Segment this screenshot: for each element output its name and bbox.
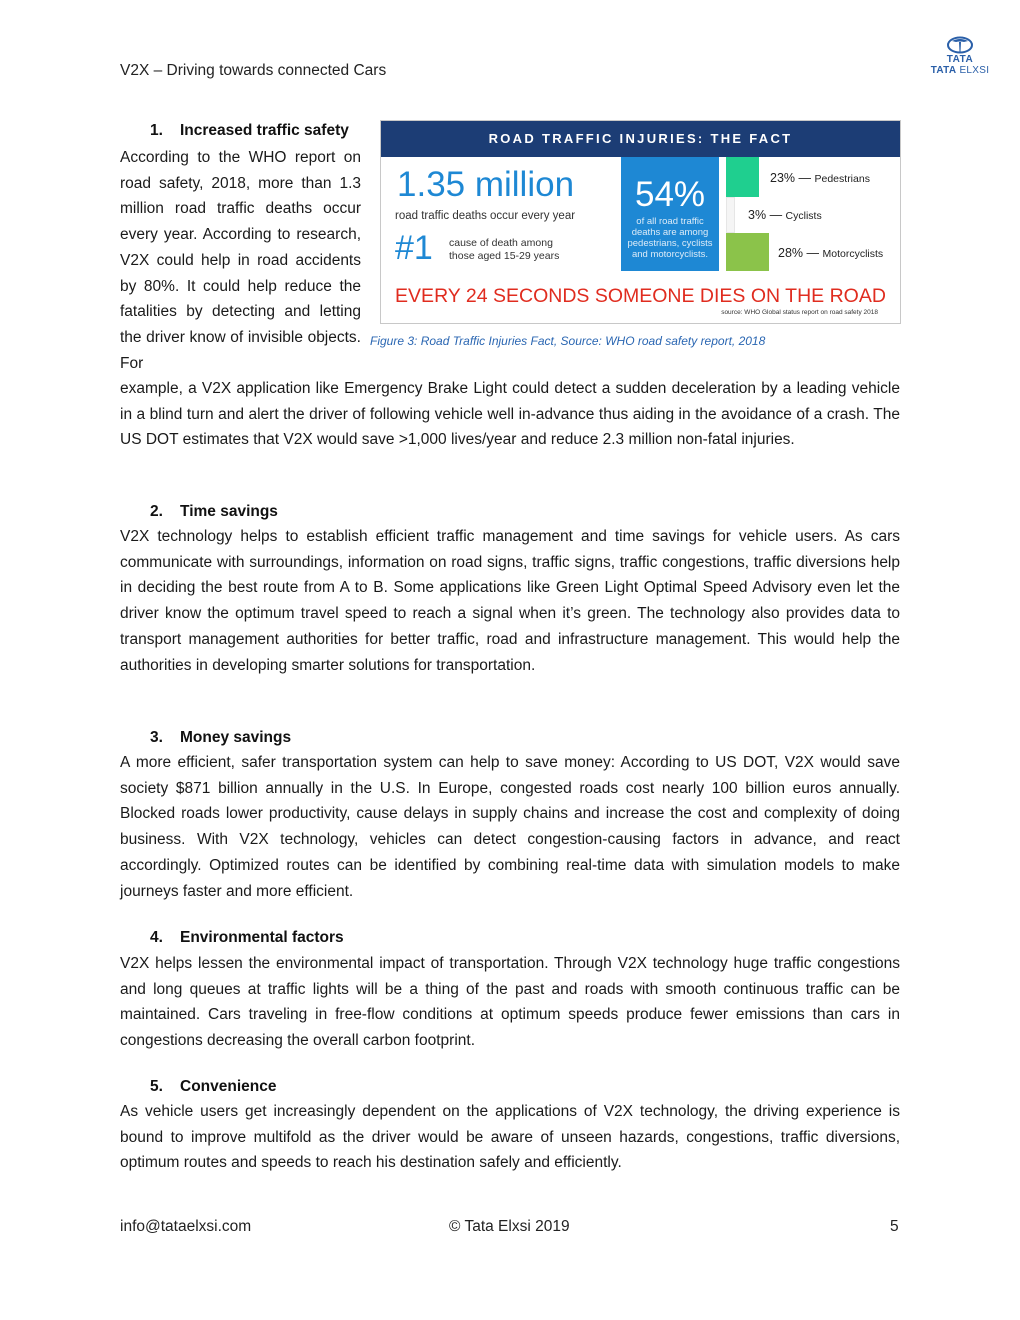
legend-pedestrians: 23% — Pedestrians: [770, 171, 870, 185]
footer-copyright: © Tata Elxsi 2019: [449, 1218, 570, 1235]
section-2-heading: 2. Time savings: [150, 503, 278, 520]
road-traffic-injuries-infographic: [380, 120, 901, 324]
section-3-body: A more efficient, safer transportation system can help to save money: According to US DOT, V2X would save society $871 billion annually in the U.S. In Europe, congested roads cost nearly 100 billion euros annually. Blocked roads lower productivity, cause delays in supply chains and increase the cost and complexity of doing business. With V2X technology, vehicles can detect congestion-causing factors in advance, and react accordingly. Optimized routes can be identified by combining real-time data with simulation models to make journeys faster and more efficient.: [120, 754, 900, 900]
section-4-heading: 4. Environmental factors: [150, 929, 344, 946]
section-3-heading: 3. Money savings: [150, 729, 292, 746]
percent-number: 54%: [635, 175, 706, 214]
tata-logo-icon: [947, 36, 973, 54]
section-2-body: V2X technology helps to establish efficient traffic management and time savings for vehicle users. As cars communicate with surroundings, information on road signs, traffic signs, traffic congestions, traffic diversions help in deciding the best route from A to B. Some applications like Green Light Optimal Speed Advisory even let the driver know the optimum travel speed to reach a signal when it’s green. The technology also provides data to transport management authorities for better traffic, road and infrastructure management. This would help the authorities in developing smarter solutions for transportation.: [120, 528, 900, 674]
section-5-body: As vehicle users get increasingly dependent on the applications of V2X technology, the driving experience is bound to improve multifold as the driver would be aware of unseen hazards, congestions, traffic diversions, optimum routes and speeds to reach his destination safely and efficiently.: [120, 1103, 900, 1172]
pedestrians-bar: [726, 157, 759, 197]
document-header-title: V2X – Driving towards connected Cars: [120, 62, 387, 79]
section-1-body-continued: example, a V2X application like Emergency Brake Light could detect a sudden deceleration by a leading vehicle in a blind turn and alert the driver of following vehicle well in-advance thus aiding in the avoidance of a crash. The US DOT estimates that V2X would save >1,000 lives/year and reduce 2.3 million non-fatal injuries.: [120, 380, 900, 449]
deaths-per-year-number: 1.35 million: [397, 165, 575, 204]
section-4-body: V2X helps lessen the environmental impact of transportation. Through V2X technology huge traffic congestions and long queues at traffic lights will be a thing of the past and roads with smooth continuous traffic can be maintained. Cars traveling in free-flow conditions at optimum speeds produce fewer emissions than cars in congestions decreasing the overall carbon footprint.: [120, 955, 900, 1050]
percent-label: of all road traffic deaths are among pedestrians, cyclists and motorcyclists.: [627, 216, 713, 260]
section-5-heading: 5. Convenience: [150, 1078, 277, 1095]
logo-wordmark-tata-elxsi: TATA ELXSI: [930, 65, 990, 76]
footer-page-number: 5: [890, 1218, 899, 1235]
figure-caption: Figure 3: Road Traffic Injuries Fact, Source: WHO road safety report, 2018: [370, 334, 766, 348]
section-1-body-wrapped: According to the WHO report on road safety, 2018, more than 1.3 million road traffic deaths occur every year. According to research, V2X could help in road accidents by 80%. It could help reduce the fatalities by detecting and letting the driver know of invisible objects. For: [120, 149, 361, 372]
rank-label: cause of death among those aged 15-29 years: [449, 237, 560, 262]
infographic-tagline: EVERY 24 SECONDS SOMEONE DIES ON THE ROAD: [395, 285, 886, 307]
deaths-per-year-label: road traffic deaths occur every year: [395, 210, 576, 222]
cyclists-bar: [726, 197, 735, 233]
rank-number: #1: [395, 229, 433, 267]
section-1-heading: 1. Increased traffic safety: [150, 122, 349, 139]
tata-elxsi-logo: [918, 36, 1002, 96]
legend-cyclists: 3% — Cyclists: [748, 208, 822, 222]
footer-email: info@tataelxsi.com: [120, 1218, 252, 1235]
logo-wordmark-tata: TATA: [946, 54, 974, 65]
motorcyclists-bar: [726, 233, 769, 271]
infographic-source: source: WHO Global status report on road safety 2018: [721, 309, 878, 316]
legend-motorcyclists: 28% — Motorcyclists: [778, 246, 884, 260]
infographic-title: ROAD TRAFFIC INJURIES: THE FACT: [381, 121, 900, 157]
